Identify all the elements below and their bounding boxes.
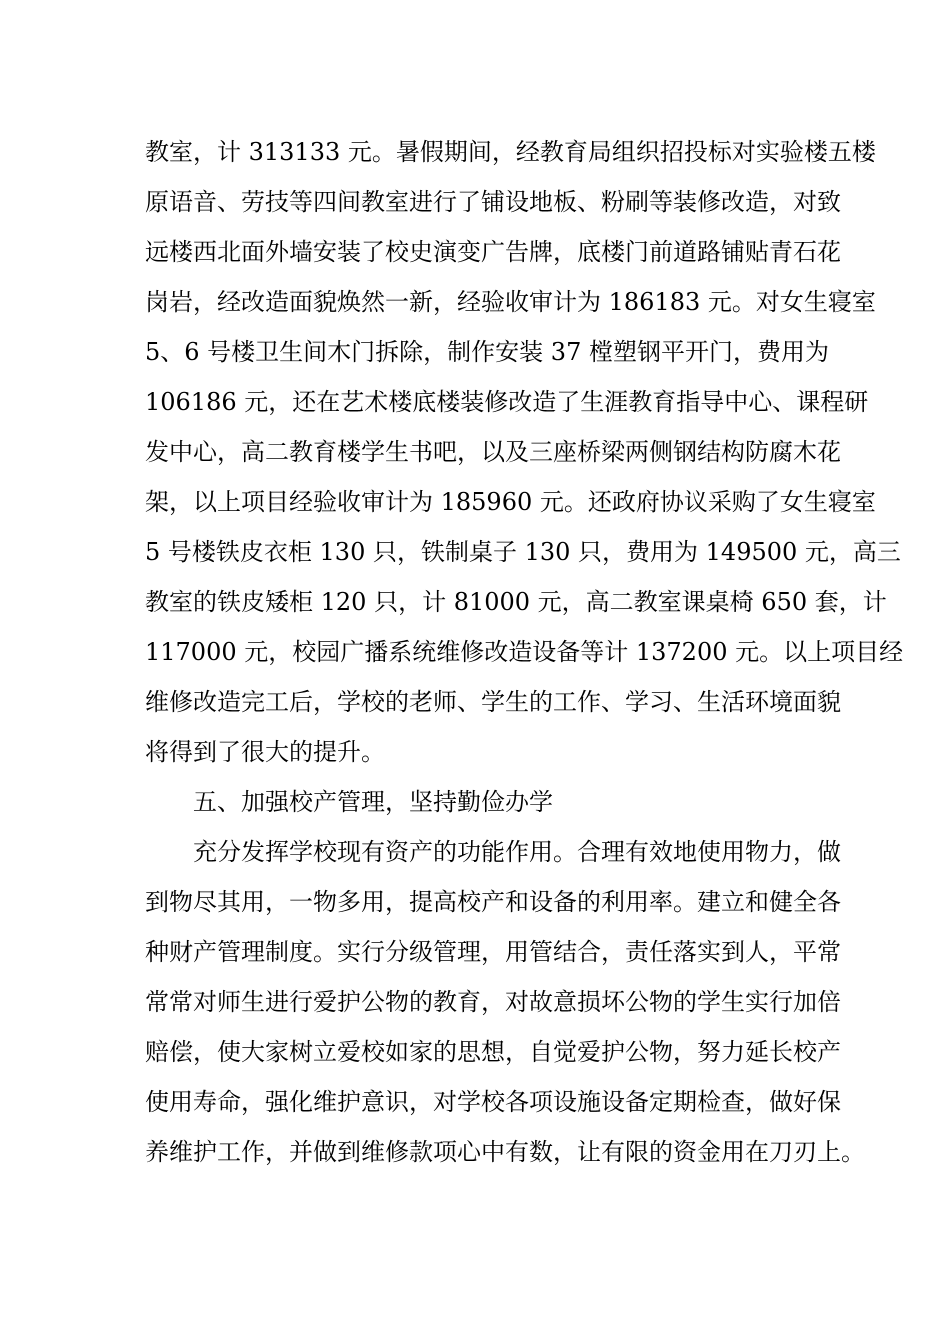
paragraph-line: 维修改造完工后，学校的老师、学生的工作、学习、生活环境面貌 [145, 688, 841, 716]
paragraph-line: 充分发挥学校现有资产的功能作用。合理有效地使用物力，做 [193, 838, 841, 866]
paragraph-line: 教室的铁皮矮柜 120 只，计 81000 元，高二教室课桌椅 650 套，计 [145, 588, 887, 616]
paragraph-line: 教室，计 313133 元。暑假期间，经教育局组织招投标对实验楼五楼 [145, 138, 876, 166]
paragraph-line: 使用寿命，强化维护意识，对学校各项设施设备定期检查，做好保 [145, 1088, 841, 1116]
paragraph-line: 发中心，高二教育楼学生书吧，以及三座桥梁两侧钢结构防腐木花 [145, 438, 841, 466]
paragraph-line: 远楼西北面外墙安装了校史演变广告牌，底楼门前道路铺贴青石花 [145, 238, 841, 266]
paragraph-line: 架，以上项目经验收审计为 185960 元。还政府协议采购了女生寝室 [145, 488, 876, 516]
paragraph-line: 117000 元，校园广播系统维修改造设备等计 137200 元。以上项目经 [145, 638, 904, 666]
paragraph-line: 养维护工作，并做到维修款项心中有数，让有限的资金用在刀刃上。 [145, 1138, 865, 1166]
section-heading: 五、加强校产管理，坚持勤俭办学 [193, 788, 553, 816]
paragraph-line: 常常对师生进行爱护公物的教育，对故意损坏公物的学生实行加倍 [145, 988, 841, 1016]
paragraph-line: 到物尽其用，一物多用，提高校产和设备的利用率。建立和健全各 [145, 888, 841, 916]
paragraph-line: 岗岩，经改造面貌焕然一新，经验收审计为 186183 元。对女生寝室 [145, 288, 876, 316]
paragraph-line: 5 号楼铁皮衣柜 130 只，铁制桌子 130 只，费用为 149500 元，高三 [145, 538, 901, 566]
paragraph-line: 种财产管理制度。实行分级管理，用管结合，责任落实到人，平常 [145, 938, 841, 966]
paragraph-line: 赔偿，使大家树立爱校如家的思想，自觉爱护公物，努力延长校产 [145, 1038, 841, 1066]
paragraph-line: 原语音、劳技等四间教室进行了铺设地板、粉刷等装修改造，对致 [145, 188, 841, 216]
paragraph-line: 将得到了很大的提升。 [145, 738, 385, 766]
paragraph-line: 5、6 号楼卫生间木门拆除，制作安装 37 樘塑钢平开门，费用为 [145, 338, 829, 366]
paragraph-line: 106186 元，还在艺术楼底楼装修改造了生涯教育指导中心、课程研 [145, 388, 869, 416]
